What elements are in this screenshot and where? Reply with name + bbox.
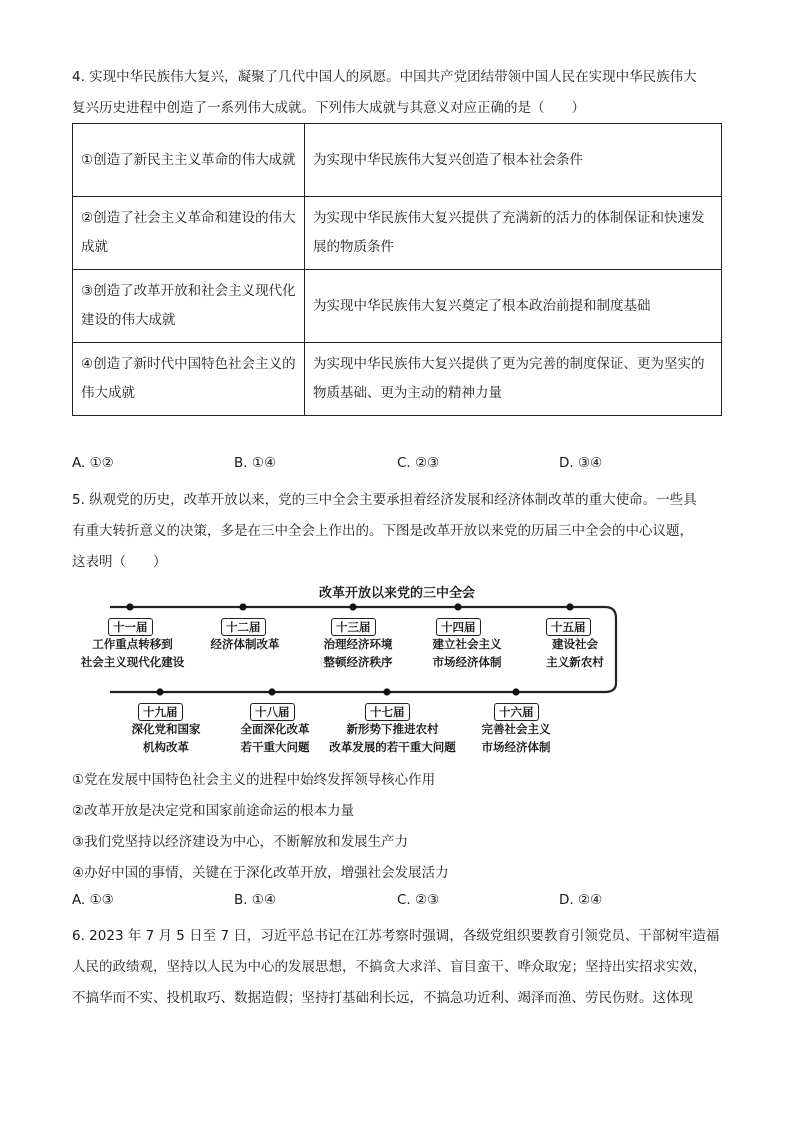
caption-line: 市场经济体制 <box>432 655 502 669</box>
q4-stem-line2: 复兴历史进程中创造了一系列伟大成就。下列伟大成就与其意义对应正确的是（ ） <box>72 100 585 116</box>
caption-line: 改革发展的若干重大问题 <box>329 740 456 754</box>
caption-line: 主义新农村 <box>546 655 604 669</box>
caption-line: 经济体制改革 <box>210 637 280 651</box>
table-cell-significance: 为实现中华民族伟大复兴创造了根本社会条件 <box>305 124 722 197</box>
q5-statement-2: ②改革开放是决定党和国家前途命运的根本力量 <box>72 803 355 819</box>
session-17-caption <box>320 720 465 756</box>
q5-option-a[interactable]: A. ①③ <box>72 892 114 908</box>
table-cell-significance: 为实现中华民族伟大复兴提供了更为完善的制度保证、更为坚实的物质基础、更为主动的精神力量 <box>305 343 722 416</box>
session-15-caption <box>525 635 625 671</box>
session-17-label: 十七届 <box>365 703 410 721</box>
q5-stem-line1: 5. 纵观党的历史，改革开放以来，党的三中全会主要承担着经济发展和经济体制改革的重大使命。一些具 <box>72 492 697 508</box>
session-14-label: 十四届 <box>436 618 481 636</box>
session-11-label: 十一届 <box>108 618 153 636</box>
caption-line: 机构改革 <box>143 740 189 754</box>
session-11-caption <box>70 635 195 671</box>
session-18-caption <box>225 720 325 756</box>
session-13-caption <box>308 635 408 671</box>
q4-option-d[interactable]: D. ③④ <box>559 455 603 471</box>
session-16-caption <box>466 720 566 756</box>
session-13-label: 十三届 <box>331 618 376 636</box>
q5-statement-4: ④办好中国的事情，关键在于深化改革开放，增强社会发展活力 <box>72 865 449 881</box>
q4-stem-line1: 4. 实现中华民族伟大复兴，凝聚了几代中国人的夙愿。中国共产党团结带领中国人民在实现中华民族伟大 <box>72 69 697 85</box>
q6-line3: 不搞华而不实、投机取巧、数据造假；坚持打基础利长远，不搞急功近利、竭泽而渔、劳民伤财。这体现 <box>72 990 693 1006</box>
caption-line: 深化党和国家 <box>131 722 201 736</box>
caption-line: 建设社会 <box>552 637 598 651</box>
caption-line: 新形势下推进农村 <box>346 722 439 736</box>
q6-line2: 人民的政绩观，坚持以人民为中心的发展思想，不搞贪大求洋、盲目蛮干、哗众取宠；坚持出实招求实效， <box>72 959 707 975</box>
q6-line1: 6. 2023 年 7 月 5 日至 7 日，习近平总书记在江苏考察时强调，各级党组织要教育引领党员、干部树牢造福 <box>72 928 720 944</box>
q5-stem-line2: 有重大转折意义的决策，多是在三中全会上作出的。下图是改革开放以来党的历届三中全会的中心议题， <box>72 523 693 539</box>
caption-line: 若干重大问题 <box>240 740 310 754</box>
figure-title: 改革开放以来党的三中全会 <box>318 586 475 601</box>
table-cell-significance: 为实现中华民族伟大复兴提供了充满新的活力的体制保证和快速发展的物质条件 <box>305 197 722 270</box>
caption-line: 工作重点转移到 <box>92 637 173 651</box>
q5-statement-1: ①党在发展中国特色社会主义的进程中始终发挥领导核心作用 <box>72 772 436 788</box>
q5-option-d[interactable]: D. ②④ <box>559 892 603 908</box>
caption-line: 建立社会主义 <box>432 637 502 651</box>
table-cell-achievement: ②创造了社会主义革命和建设的伟大成就 <box>73 197 305 270</box>
session-14-caption <box>417 635 517 671</box>
q5-options <box>72 892 732 912</box>
table-cell-significance: 为实现中华民族伟大复兴奠定了根本政治前提和制度基础 <box>305 270 722 343</box>
caption-line: 社会主义现代化建设 <box>80 655 185 669</box>
table-cell-achievement: ①创造了新民主主义革命的伟大成就 <box>73 124 305 197</box>
q4-option-c[interactable]: C. ②③ <box>397 455 440 471</box>
q4-option-a[interactable]: A. ①② <box>72 455 114 471</box>
caption-line: 完善社会主义 <box>481 722 551 736</box>
table-cell-achievement: ④创造了新时代中国特色社会主义的伟大成就 <box>73 343 305 416</box>
q5-stem-line3: 这表明（ ） <box>72 554 167 570</box>
session-15-label: 十五届 <box>546 618 591 636</box>
caption-line: 治理经济环境 <box>323 637 393 651</box>
session-12-label: 十二届 <box>221 618 266 636</box>
table-cell-achievement: ③创造了改革开放和社会主义现代化建设的伟大成就 <box>73 270 305 343</box>
q5-option-c[interactable]: C. ②③ <box>397 892 440 908</box>
session-19-caption <box>116 720 216 756</box>
caption-line: 整顿经济秩序 <box>323 655 393 669</box>
session-12-caption <box>195 635 295 653</box>
caption-line: 市场经济体制 <box>481 740 551 754</box>
session-18-label: 十八届 <box>250 703 295 721</box>
session-16-label: 十六届 <box>494 703 539 721</box>
q5-statement-3: ③我们党坚持以经济建设为中心，不断解放和发展生产力 <box>72 834 409 850</box>
caption-line: 全面深化改革 <box>240 722 310 736</box>
q5-option-b[interactable]: B. ①④ <box>234 892 277 908</box>
session-19-label: 十九届 <box>138 703 183 721</box>
q4-option-b[interactable]: B. ①④ <box>234 455 277 471</box>
